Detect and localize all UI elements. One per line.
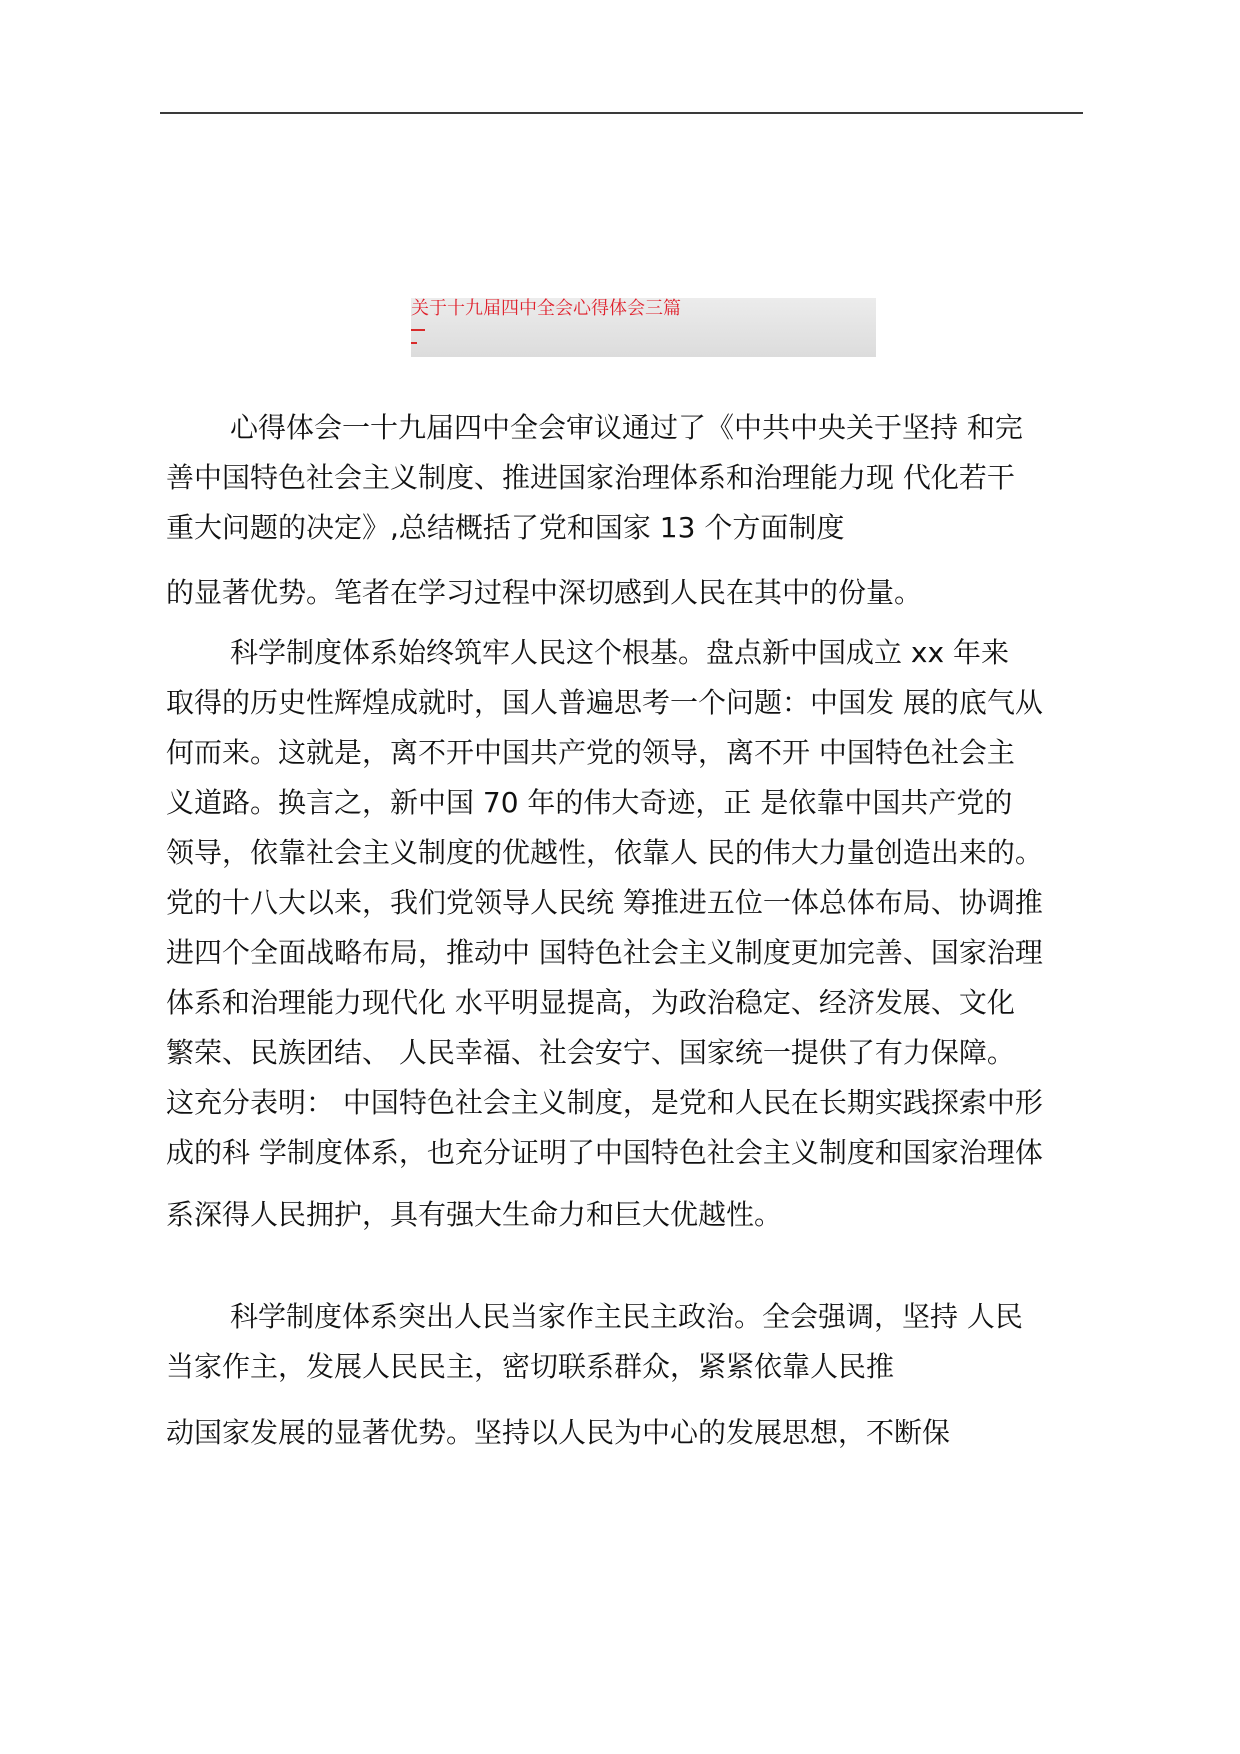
paragraph <box>166 628 1090 1178</box>
paragraph <box>166 403 1090 553</box>
text-line: 繁荣、民族团结、 人民幸福、社会安宁、国家统一提供了有力保障。 <box>166 1036 1015 1069</box>
text-line: 动国家发展的显著优势。坚持以人民为中心的发展思想，不断保 <box>166 1416 951 1449</box>
text-line: 体系和治理能力现代化 水平明显提高，为政治稳定、经济发展、文化 <box>166 986 1015 1019</box>
title-decoration-mark <box>411 329 425 331</box>
title-decoration-mark <box>411 342 417 344</box>
paragraph <box>166 1190 1090 1240</box>
text-line: 何而来。这就是，离不开中国共产党的领导，离不开 中国特色社会主 <box>166 736 1015 769</box>
text-line: 这充分表明： 中国特色社会主义制度，是党和人民在长期实践探索中形 <box>166 1086 1043 1119</box>
text-line: 科学制度体系突出人民当家作主民主政治。全会强调，坚持 人民 <box>230 1300 1023 1333</box>
paragraph <box>166 1408 1090 1458</box>
text-line: 系深得人民拥护，具有强大生命力和巨大优越性。 <box>166 1198 783 1231</box>
text-line: 的显著优势。笔者在学习过程中深切感到人民在其中的份量。 <box>166 576 923 609</box>
text-line: 领导，依靠社会主义制度的优越性，依靠人 民的伟大力量创造出来的。 <box>166 836 1043 869</box>
text-line: 当家作主，发展人民民主，密切联系群众，紧紧依靠人民推 <box>166 1350 895 1383</box>
text-line: 重大问题的决定》,总结概括了党和国家 13 个方面制度 <box>166 511 845 544</box>
document-title: 关于十九届四中全会心得体会三篇 <box>411 298 681 319</box>
header-rule <box>160 112 1083 114</box>
text-line: 善中国特色社会主义制度、推进国家治理体系和治理能力现 代化若干 <box>166 461 1015 494</box>
title-banner <box>411 298 876 357</box>
text-line: 心得体会一十九届四中全会审议通过了《中共中央关于坚持 和完 <box>230 411 1023 444</box>
text-line: 科学制度体系始终筑牢人民这个根基。盘点新中国成立 xx 年来 <box>230 636 1009 669</box>
paragraph <box>166 1292 1090 1392</box>
text-line: 义道路。换言之，新中国 70 年的伟大奇迹，正 是依靠中国共产党的 <box>166 786 1013 819</box>
text-line: 党的十八大以来，我们党领导人民统 筹推进五位一体总体布局、协调推 <box>166 886 1043 919</box>
text-line: 取得的历史性辉煌成就时，国人普遍思考一个问题：中国发 展的底气从 <box>166 686 1043 719</box>
paragraph <box>166 568 1090 618</box>
text-line: 成的科 学制度体系，也充分证明了中国特色社会主义制度和国家治理体 <box>166 1136 1043 1169</box>
text-line: 进四个全面战略布局，推动中 国特色社会主义制度更加完善、国家治理 <box>166 936 1043 969</box>
